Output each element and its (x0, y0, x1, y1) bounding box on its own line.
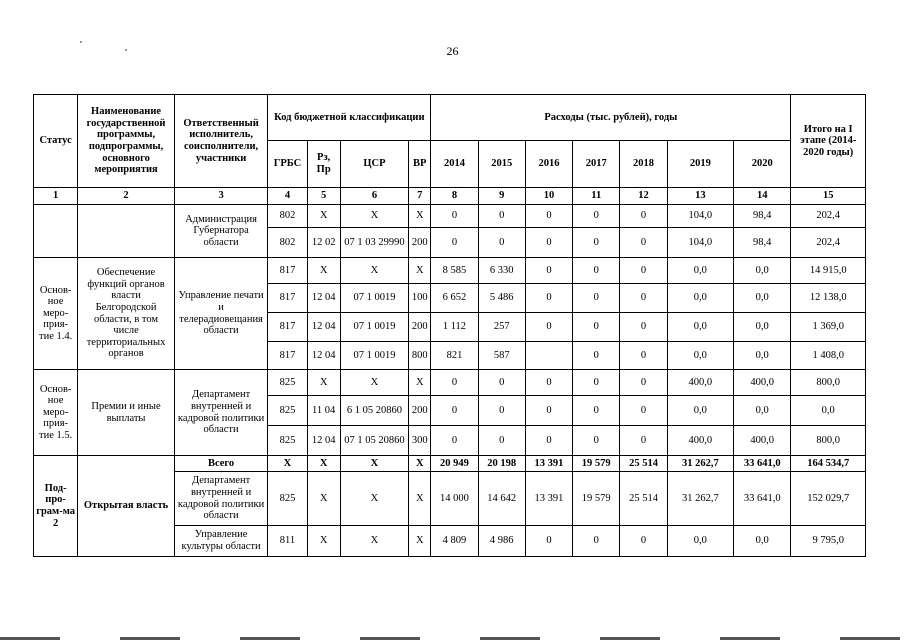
responsible-cell: Всего (174, 456, 268, 472)
data-cell: Х (340, 205, 408, 228)
data-cell: 07 1 0019 (340, 284, 408, 313)
data-cell: 300 (409, 426, 431, 456)
column-number: 13 (667, 188, 733, 205)
column-number: 3 (174, 188, 268, 205)
data-cell: 0 (525, 426, 572, 456)
data-cell: 0 (573, 396, 620, 426)
data-cell: 0,0 (734, 284, 791, 313)
data-cell: 4 986 (478, 526, 525, 557)
column-number: 2 (78, 188, 175, 205)
data-cell: Х (409, 472, 431, 526)
data-cell: 0 (620, 228, 667, 258)
column-number-row (34, 188, 866, 205)
table-row (34, 205, 866, 228)
column-number: 8 (431, 188, 478, 205)
data-cell: 19 579 (573, 472, 620, 526)
data-cell: 817 (268, 284, 307, 313)
data-cell: 104,0 (667, 205, 733, 228)
data-cell: Х (307, 456, 340, 472)
column-number: 9 (478, 188, 525, 205)
header-responsible: Ответственный исполнитель, соисполнители, участники (174, 95, 268, 188)
data-cell: Х (340, 456, 408, 472)
data-cell: Х (340, 526, 408, 557)
data-cell: Х (307, 205, 340, 228)
table-body (34, 95, 866, 557)
data-cell: 0 (620, 526, 667, 557)
header-year: 2020 (734, 141, 791, 188)
program-name-cell: Премии и иные выплаты (78, 370, 175, 456)
data-cell: 6 330 (478, 258, 525, 284)
data-cell: 0 (573, 370, 620, 396)
responsible-cell: Администрация Губернатора области (174, 205, 268, 258)
data-cell: 825 (268, 426, 307, 456)
header-year: 2018 (620, 141, 667, 188)
data-cell: 0 (478, 205, 525, 228)
data-cell: 07 1 0019 (340, 313, 408, 342)
column-number: 10 (525, 188, 572, 205)
budget-table (33, 94, 866, 557)
status-cell (34, 205, 78, 258)
data-cell: 12 138,0 (791, 284, 866, 313)
data-cell: 0,0 (734, 526, 791, 557)
data-cell: 825 (268, 472, 307, 526)
data-cell: 13 391 (525, 472, 572, 526)
data-cell: 98,4 (734, 205, 791, 228)
responsible-cell: Управление культуры области (174, 526, 268, 557)
page-number: 26 (446, 44, 459, 58)
data-cell: 152 029,7 (791, 472, 866, 526)
data-cell: 13 391 (525, 456, 572, 472)
data-cell: 0 (620, 313, 667, 342)
data-cell: 0 (620, 426, 667, 456)
data-cell: 0 (525, 313, 572, 342)
data-cell: 8 585 (431, 258, 478, 284)
data-cell: Х (409, 370, 431, 396)
data-cell: 202,4 (791, 228, 866, 258)
data-cell: 0 (620, 205, 667, 228)
data-cell: 100 (409, 284, 431, 313)
data-cell: 0 (620, 370, 667, 396)
data-cell: 0 (431, 228, 478, 258)
data-cell: 33 641,0 (734, 472, 791, 526)
data-cell: 400,0 (734, 370, 791, 396)
header-grbs: ГРБС (268, 141, 307, 188)
data-cell: 825 (268, 396, 307, 426)
data-cell: 0 (573, 426, 620, 456)
data-cell: 14 642 (478, 472, 525, 526)
data-cell: 0,0 (667, 342, 733, 370)
column-number: 7 (409, 188, 431, 205)
data-cell: Х (409, 258, 431, 284)
data-cell: 0 (431, 396, 478, 426)
data-cell: Х (409, 526, 431, 557)
table-row (34, 370, 866, 396)
header-year: 2015 (478, 141, 525, 188)
data-cell: 1 369,0 (791, 313, 866, 342)
data-cell: 164 534,7 (791, 456, 866, 472)
data-cell: 0,0 (734, 396, 791, 426)
data-cell: 0 (525, 284, 572, 313)
data-cell: 0 (478, 426, 525, 456)
data-cell: 33 641,0 (734, 456, 791, 472)
data-cell: 98,4 (734, 228, 791, 258)
data-cell: 400,0 (667, 426, 733, 456)
data-cell: Х (340, 258, 408, 284)
data-cell: 0,0 (791, 396, 866, 426)
data-cell: 25 514 (620, 456, 667, 472)
data-cell: 0 (431, 370, 478, 396)
data-cell: 0,0 (734, 342, 791, 370)
data-cell: 20 198 (478, 456, 525, 472)
data-cell: 0 (478, 228, 525, 258)
header-vr: ВР (409, 141, 431, 188)
data-cell: Х (409, 205, 431, 228)
data-cell: 817 (268, 258, 307, 284)
data-cell: 25 514 (620, 472, 667, 526)
header-code: Код бюджетной классификации (268, 95, 431, 141)
data-cell: 802 (268, 228, 307, 258)
data-cell: 257 (478, 313, 525, 342)
data-cell: 12 04 (307, 342, 340, 370)
data-cell: 800,0 (791, 370, 866, 396)
data-cell: 0 (478, 370, 525, 396)
status-cell: Основ-ное меро-прия-тие 1.4. (34, 258, 78, 370)
data-cell: 19 579 (573, 456, 620, 472)
data-cell: 0 (573, 342, 620, 370)
data-cell: Х (268, 456, 307, 472)
responsible-cell: Департамент внутренней и кадровой политики области (174, 370, 268, 456)
data-cell: 811 (268, 526, 307, 557)
data-cell: Х (340, 472, 408, 526)
data-cell: 202,4 (791, 205, 866, 228)
data-cell: 12 02 (307, 228, 340, 258)
data-cell: 200 (409, 228, 431, 258)
data-cell: 11 04 (307, 396, 340, 426)
data-cell: 817 (268, 313, 307, 342)
data-cell: 821 (431, 342, 478, 370)
data-cell: 0,0 (667, 284, 733, 313)
header-year: 2019 (667, 141, 733, 188)
column-number: 15 (791, 188, 866, 205)
data-cell (525, 342, 572, 370)
data-cell: 0 (573, 205, 620, 228)
data-cell: Х (307, 258, 340, 284)
data-cell: 800 (409, 342, 431, 370)
header-year: 2017 (573, 141, 620, 188)
table-row (34, 456, 866, 472)
data-cell: 0 (573, 284, 620, 313)
data-cell: 6 1 05 20860 (340, 396, 408, 426)
data-cell: 0,0 (734, 313, 791, 342)
data-cell: 31 262,7 (667, 472, 733, 526)
data-cell: 0 (620, 396, 667, 426)
data-cell: 0 (573, 526, 620, 557)
status-cell: Основ-ное меро-прия-тие 1.5. (34, 370, 78, 456)
data-cell: 12 04 (307, 426, 340, 456)
data-cell: 5 486 (478, 284, 525, 313)
data-cell: 14 915,0 (791, 258, 866, 284)
column-number: 12 (620, 188, 667, 205)
data-cell: 0 (620, 342, 667, 370)
header-rzpr: Рз, Пр (307, 141, 340, 188)
data-cell: 0 (525, 396, 572, 426)
column-number: 5 (307, 188, 340, 205)
data-cell: 07 1 03 29990 (340, 228, 408, 258)
data-cell: 07 1 0019 (340, 342, 408, 370)
header-year: 2014 (431, 141, 478, 188)
data-cell: 0,0 (667, 313, 733, 342)
data-cell: 802 (268, 205, 307, 228)
header-status: Статус (34, 95, 78, 188)
data-cell: 104,0 (667, 228, 733, 258)
column-number: 4 (268, 188, 307, 205)
program-name-cell (78, 205, 175, 258)
header-total: Итого на I этапе (2014-2020 годы) (791, 95, 866, 188)
data-cell: 12 04 (307, 313, 340, 342)
scan-speck (80, 41, 82, 43)
data-cell: Х (340, 370, 408, 396)
data-cell: 0 (431, 205, 478, 228)
header-expenses: Расходы (тыс. рублей), годы (431, 95, 791, 141)
data-cell: 9 795,0 (791, 526, 866, 557)
table-row (34, 258, 866, 284)
data-cell: 07 1 05 20860 (340, 426, 408, 456)
data-cell: 0 (573, 258, 620, 284)
data-cell: 0,0 (667, 396, 733, 426)
data-cell: 800,0 (791, 426, 866, 456)
responsible-cell: Департамент внутренней и кадровой политики области (174, 472, 268, 526)
data-cell: 0 (525, 370, 572, 396)
data-cell: 0 (525, 228, 572, 258)
data-cell: 1 408,0 (791, 342, 866, 370)
header-year: 2016 (525, 141, 572, 188)
column-number: 14 (734, 188, 791, 205)
data-cell: 0 (525, 258, 572, 284)
data-cell: 0,0 (667, 258, 733, 284)
data-cell: 200 (409, 396, 431, 426)
data-cell: 4 809 (431, 526, 478, 557)
data-cell: 0 (525, 526, 572, 557)
data-cell: Х (307, 472, 340, 526)
header-csr: ЦСР (340, 141, 408, 188)
data-cell: 0 (620, 284, 667, 313)
data-cell: Х (307, 370, 340, 396)
data-cell: 0 (525, 205, 572, 228)
program-name-cell: Открытая власть (78, 456, 175, 557)
status-cell: Под-про-грам-ма 2 (34, 456, 78, 557)
data-cell: 31 262,7 (667, 456, 733, 472)
data-cell: 200 (409, 313, 431, 342)
data-cell: 400,0 (734, 426, 791, 456)
data-cell: 587 (478, 342, 525, 370)
data-cell: 1 112 (431, 313, 478, 342)
data-cell: 0,0 (667, 526, 733, 557)
data-cell: 0 (573, 228, 620, 258)
data-cell: 0 (478, 396, 525, 426)
data-cell: 0 (573, 313, 620, 342)
data-cell: 400,0 (667, 370, 733, 396)
scan-speck (125, 49, 127, 51)
data-cell: 0,0 (734, 258, 791, 284)
data-cell: 20 949 (431, 456, 478, 472)
data-cell: 14 000 (431, 472, 478, 526)
header-name: Наименование государственной программы, подпрограммы, основного мероприятия (78, 95, 175, 188)
data-cell: 12 04 (307, 284, 340, 313)
responsible-cell: Управление печати и телерадиовещания области (174, 258, 268, 370)
data-cell: 825 (268, 370, 307, 396)
data-cell: Х (307, 526, 340, 557)
program-name-cell: Обеспечение функций органов власти Белгородской области, в том числе территориальных органов (78, 258, 175, 370)
column-number: 6 (340, 188, 408, 205)
column-number: 11 (573, 188, 620, 205)
data-cell: 0 (620, 258, 667, 284)
data-cell: Х (409, 456, 431, 472)
column-number: 1 (34, 188, 78, 205)
data-cell: 0 (431, 426, 478, 456)
header-row-top (34, 95, 866, 141)
data-cell: 6 652 (431, 284, 478, 313)
data-cell: 817 (268, 342, 307, 370)
